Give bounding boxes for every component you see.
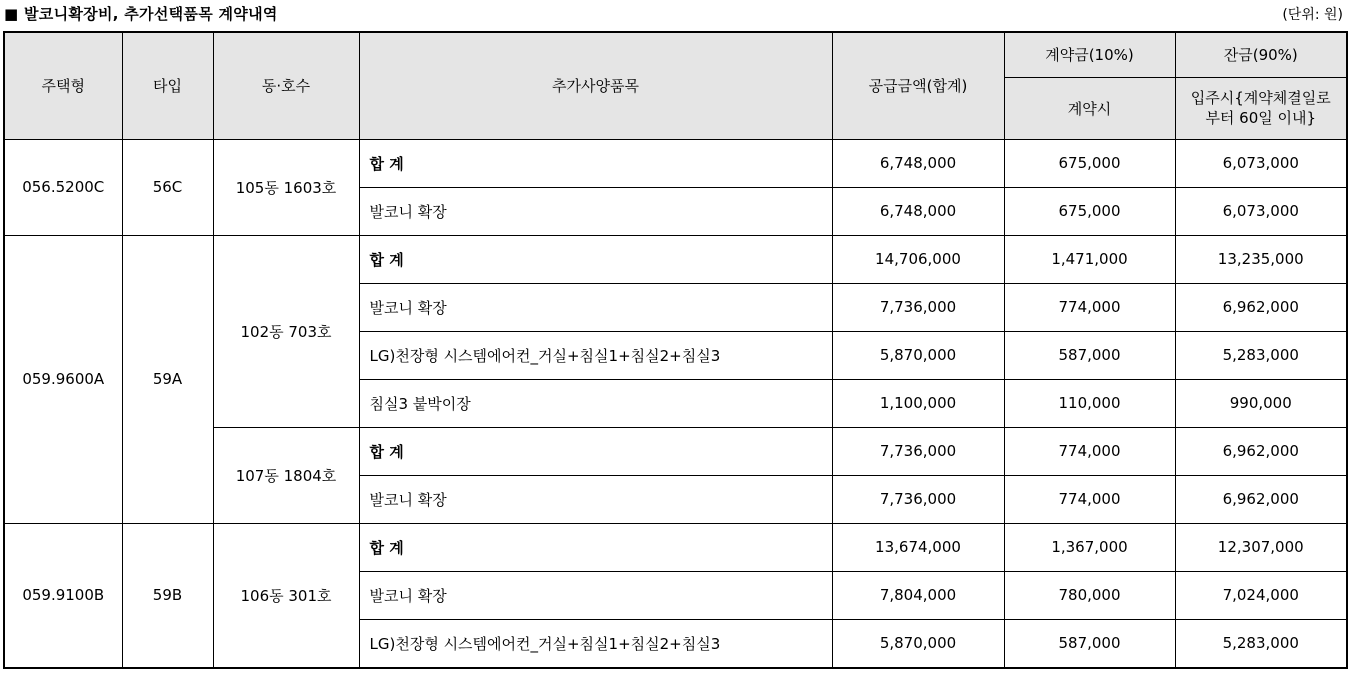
cell-deposit: 675,000 — [1004, 139, 1175, 187]
cell-balance: 6,073,000 — [1175, 139, 1347, 187]
cell-unit: 107동 1804호 — [213, 427, 359, 523]
table-row — [4, 139, 1347, 187]
cell-type: 056.5200C — [4, 139, 122, 235]
header-item: 추가사양품목 — [359, 32, 832, 139]
cell-unit: 105동 1603호 — [213, 139, 359, 235]
cell-item: 발코니 확장 — [359, 475, 832, 523]
cell-deposit: 1,367,000 — [1004, 523, 1175, 571]
header-balance-sub: 입주시{계약체결일로부터 60일 이내} — [1175, 77, 1347, 139]
cell-supply: 5,870,000 — [832, 619, 1004, 668]
cell-supply: 7,736,000 — [832, 427, 1004, 475]
header-deposit: 계약금(10%) — [1004, 32, 1175, 77]
cell-balance: 6,962,000 — [1175, 283, 1347, 331]
cell-deposit: 1,471,000 — [1004, 235, 1175, 283]
header-unit: 동·호수 — [213, 32, 359, 139]
cell-type: 059.9100B — [4, 523, 122, 668]
cell-deposit: 780,000 — [1004, 571, 1175, 619]
cell-supply: 7,736,000 — [832, 283, 1004, 331]
cell-supply: 14,706,000 — [832, 235, 1004, 283]
cell-balance: 7,024,000 — [1175, 571, 1347, 619]
table-row — [4, 523, 1347, 571]
cell-item: LG)천장형 시스템에어컨_거실+침실1+침실2+침실3 — [359, 619, 832, 668]
table-header — [4, 32, 1347, 139]
cell-type: 059.9600A — [4, 235, 122, 523]
header-supply: 공급금액(합계) — [832, 32, 1004, 139]
cell-total-label: 합 계 — [359, 235, 832, 283]
cell-tip: 59A — [122, 235, 213, 523]
cell-tip: 56C — [122, 139, 213, 235]
cell-deposit: 587,000 — [1004, 619, 1175, 668]
cell-deposit: 774,000 — [1004, 283, 1175, 331]
cell-balance: 6,073,000 — [1175, 187, 1347, 235]
cell-total-label: 합 계 — [359, 427, 832, 475]
cell-balance: 6,962,000 — [1175, 475, 1347, 523]
header-tip: 타입 — [122, 32, 213, 139]
cell-balance: 12,307,000 — [1175, 523, 1347, 571]
cell-balance: 5,283,000 — [1175, 619, 1347, 668]
title-row — [0, 0, 1351, 28]
contract-table — [3, 31, 1348, 669]
cell-balance: 990,000 — [1175, 379, 1347, 427]
page-title: ■ 발코니확장비, 추가선택품목 계약내역 — [4, 5, 278, 23]
cell-supply: 6,748,000 — [832, 187, 1004, 235]
cell-item: 발코니 확장 — [359, 283, 832, 331]
cell-balance: 6,962,000 — [1175, 427, 1347, 475]
cell-supply: 5,870,000 — [832, 331, 1004, 379]
header-type: 주택형 — [4, 32, 122, 139]
cell-item: 침실3 붙박이장 — [359, 379, 832, 427]
cell-tip: 59B — [122, 523, 213, 668]
cell-supply: 7,736,000 — [832, 475, 1004, 523]
cell-supply: 6,748,000 — [832, 139, 1004, 187]
cell-deposit: 774,000 — [1004, 427, 1175, 475]
cell-supply: 1,100,000 — [832, 379, 1004, 427]
cell-deposit: 587,000 — [1004, 331, 1175, 379]
cell-unit: 106동 301호 — [213, 523, 359, 668]
cell-supply: 7,804,000 — [832, 571, 1004, 619]
cell-deposit: 774,000 — [1004, 475, 1175, 523]
cell-balance: 13,235,000 — [1175, 235, 1347, 283]
cell-balance: 5,283,000 — [1175, 331, 1347, 379]
unit-note: (단위: 원) — [1282, 7, 1343, 23]
header-balance: 잔금(90%) — [1175, 32, 1347, 77]
cell-item: LG)천장형 시스템에어컨_거실+침실1+침실2+침실3 — [359, 331, 832, 379]
cell-item: 발코니 확장 — [359, 571, 832, 619]
cell-total-label: 합 계 — [359, 139, 832, 187]
table-row — [4, 235, 1347, 283]
cell-supply: 13,674,000 — [832, 523, 1004, 571]
cell-item: 발코니 확장 — [359, 187, 832, 235]
table-body — [4, 139, 1347, 668]
cell-unit: 102동 703호 — [213, 235, 359, 427]
cell-deposit: 675,000 — [1004, 187, 1175, 235]
cell-deposit: 110,000 — [1004, 379, 1175, 427]
header-deposit-sub: 계약시 — [1004, 77, 1175, 139]
cell-total-label: 합 계 — [359, 523, 832, 571]
